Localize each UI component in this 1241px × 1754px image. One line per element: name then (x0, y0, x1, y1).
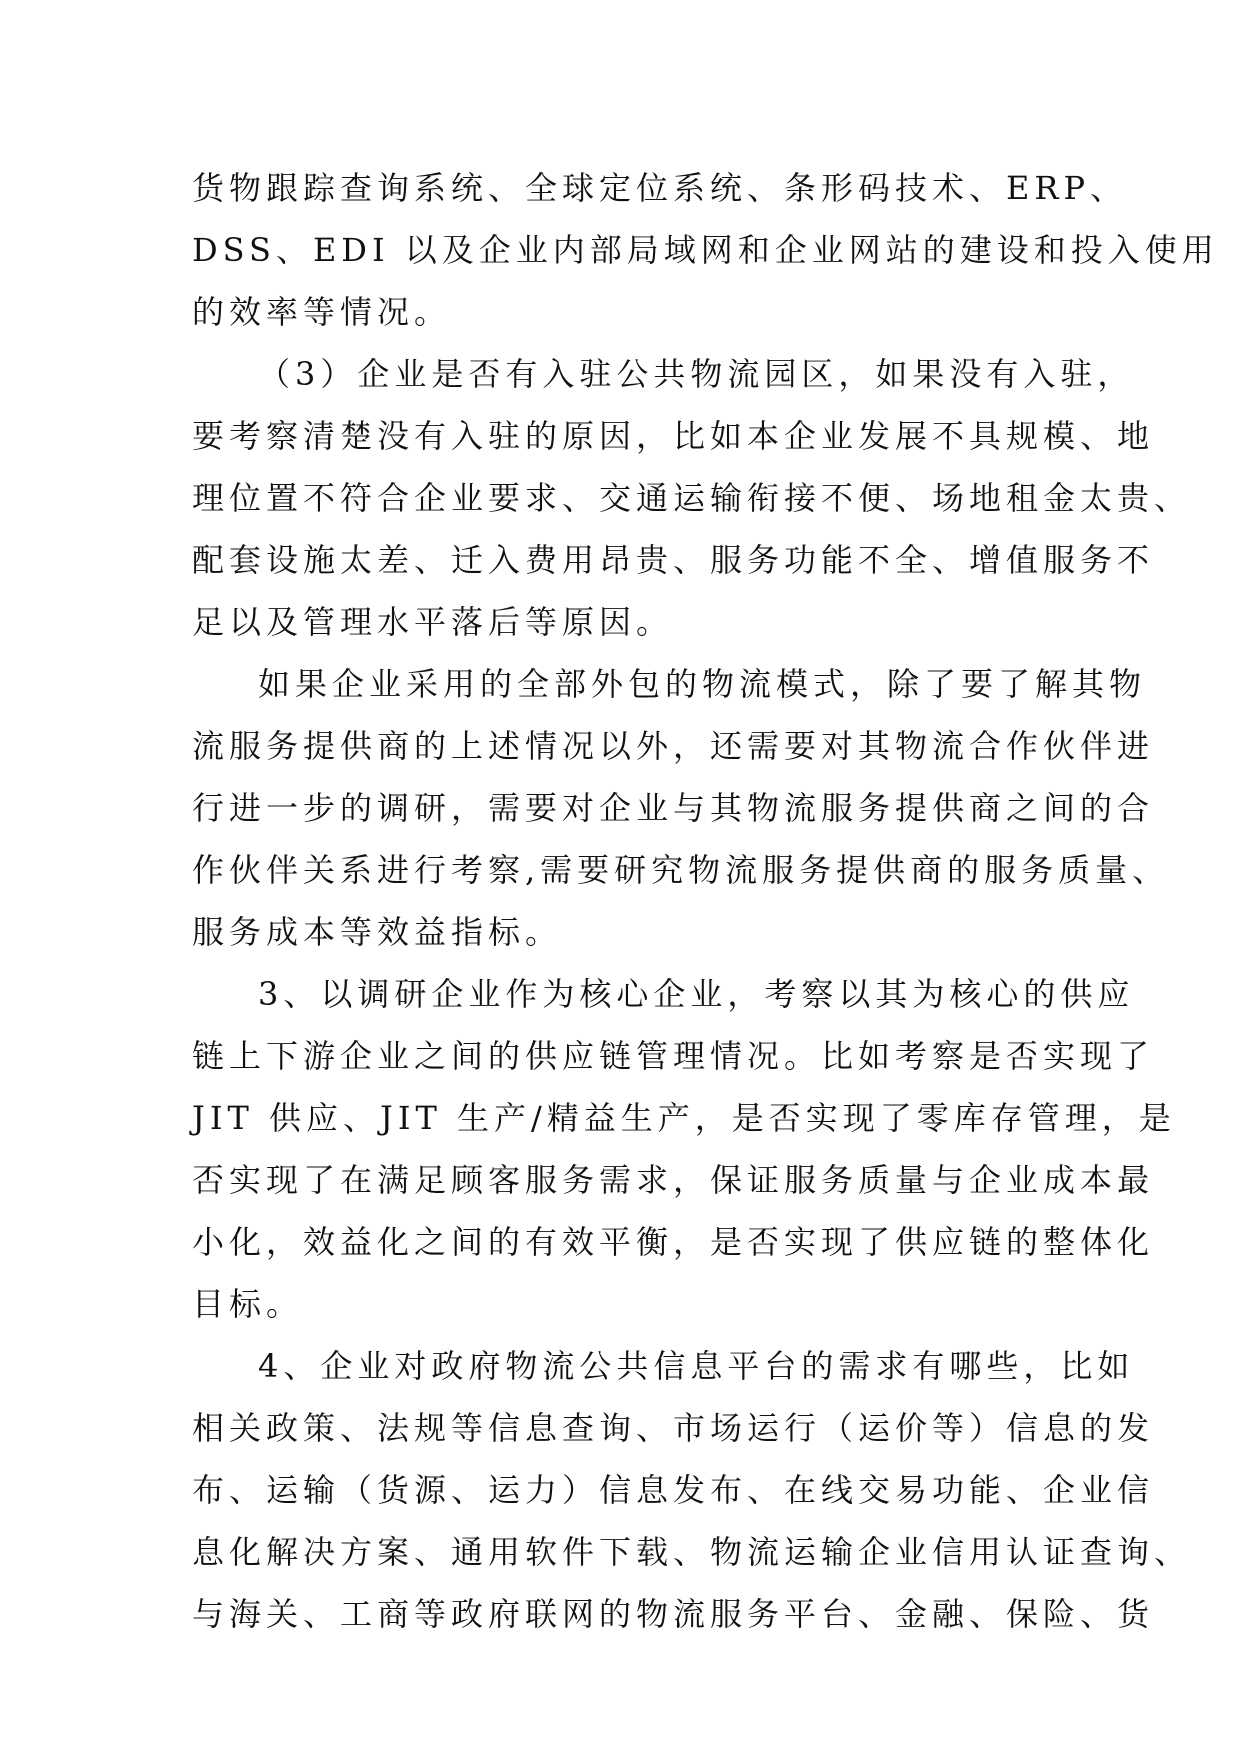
text-line: 布、运输（货源、运力）信息发布、在线交易功能、企业信 (192, 1471, 1155, 1509)
text-line: DSS、EDI 以及企业内部局域网和企业网站的建设和投入使用 (192, 231, 1219, 269)
text-line: 作伙伴关系进行考察,需要研究物流服务提供商的服务质量、 (192, 851, 1170, 889)
body-text (192, 157, 1219, 1645)
text-line: 目标。 (192, 1285, 304, 1323)
text-line: 配套设施太差、迁入费用昂贵、服务功能不全、增值服务不 (192, 541, 1155, 579)
text-line: 息化解决方案、通用软件下载、物流运输企业信用认证查询、 (192, 1533, 1192, 1571)
text-line: 理位置不符合企业要求、交通运输衔接不便、场地租金太贵、 (192, 479, 1192, 517)
text-line: 相关政策、法规等信息查询、市场运行（运价等）信息的发 (192, 1409, 1155, 1447)
text-line: 的效率等情况。 (192, 293, 452, 331)
text-line: 行进一步的调研，需要对企业与其物流服务提供商之间的合 (192, 789, 1155, 827)
text-line: 与海关、工商等政府联网的物流服务平台、金融、保险、货 (192, 1595, 1155, 1633)
text-line: 如果企业采用的全部外包的物流模式，除了要了解其物 (258, 665, 1147, 703)
text-line: 否实现了在满足顾客服务需求，保证服务质量与企业成本最 (192, 1161, 1155, 1199)
text-line: 服务成本等效益指标。 (192, 913, 563, 951)
text-line: 链上下游企业之间的供应链管理情况。比如考察是否实现了 (192, 1037, 1155, 1075)
text-line: 要考察清楚没有入驻的原因，比如本企业发展不具规模、地 (192, 417, 1155, 455)
text-line: 货物跟踪查询系统、全球定位系统、条形码技术、ERP、 (192, 169, 1127, 207)
text-line: （3）企业是否有入驻公共物流园区，如果没有入驻， (258, 355, 1135, 393)
text-line: 足以及管理水平落后等原因。 (192, 603, 674, 641)
text-line: 3、以调研企业作为核心企业，考察以其为核心的供应 (258, 975, 1135, 1013)
text-line: 流服务提供商的上述情况以外，还需要对其物流合作伙伴进 (192, 727, 1155, 765)
text-line: 4、企业对政府物流公共信息平台的需求有哪些，比如 (258, 1347, 1135, 1385)
text-line: 小化，效益化之间的有效平衡，是否实现了供应链的整体化 (192, 1223, 1155, 1261)
text-line: JIT 供应、JIT 生产/精益生产，是否实现了零库存管理，是 (192, 1099, 1176, 1137)
